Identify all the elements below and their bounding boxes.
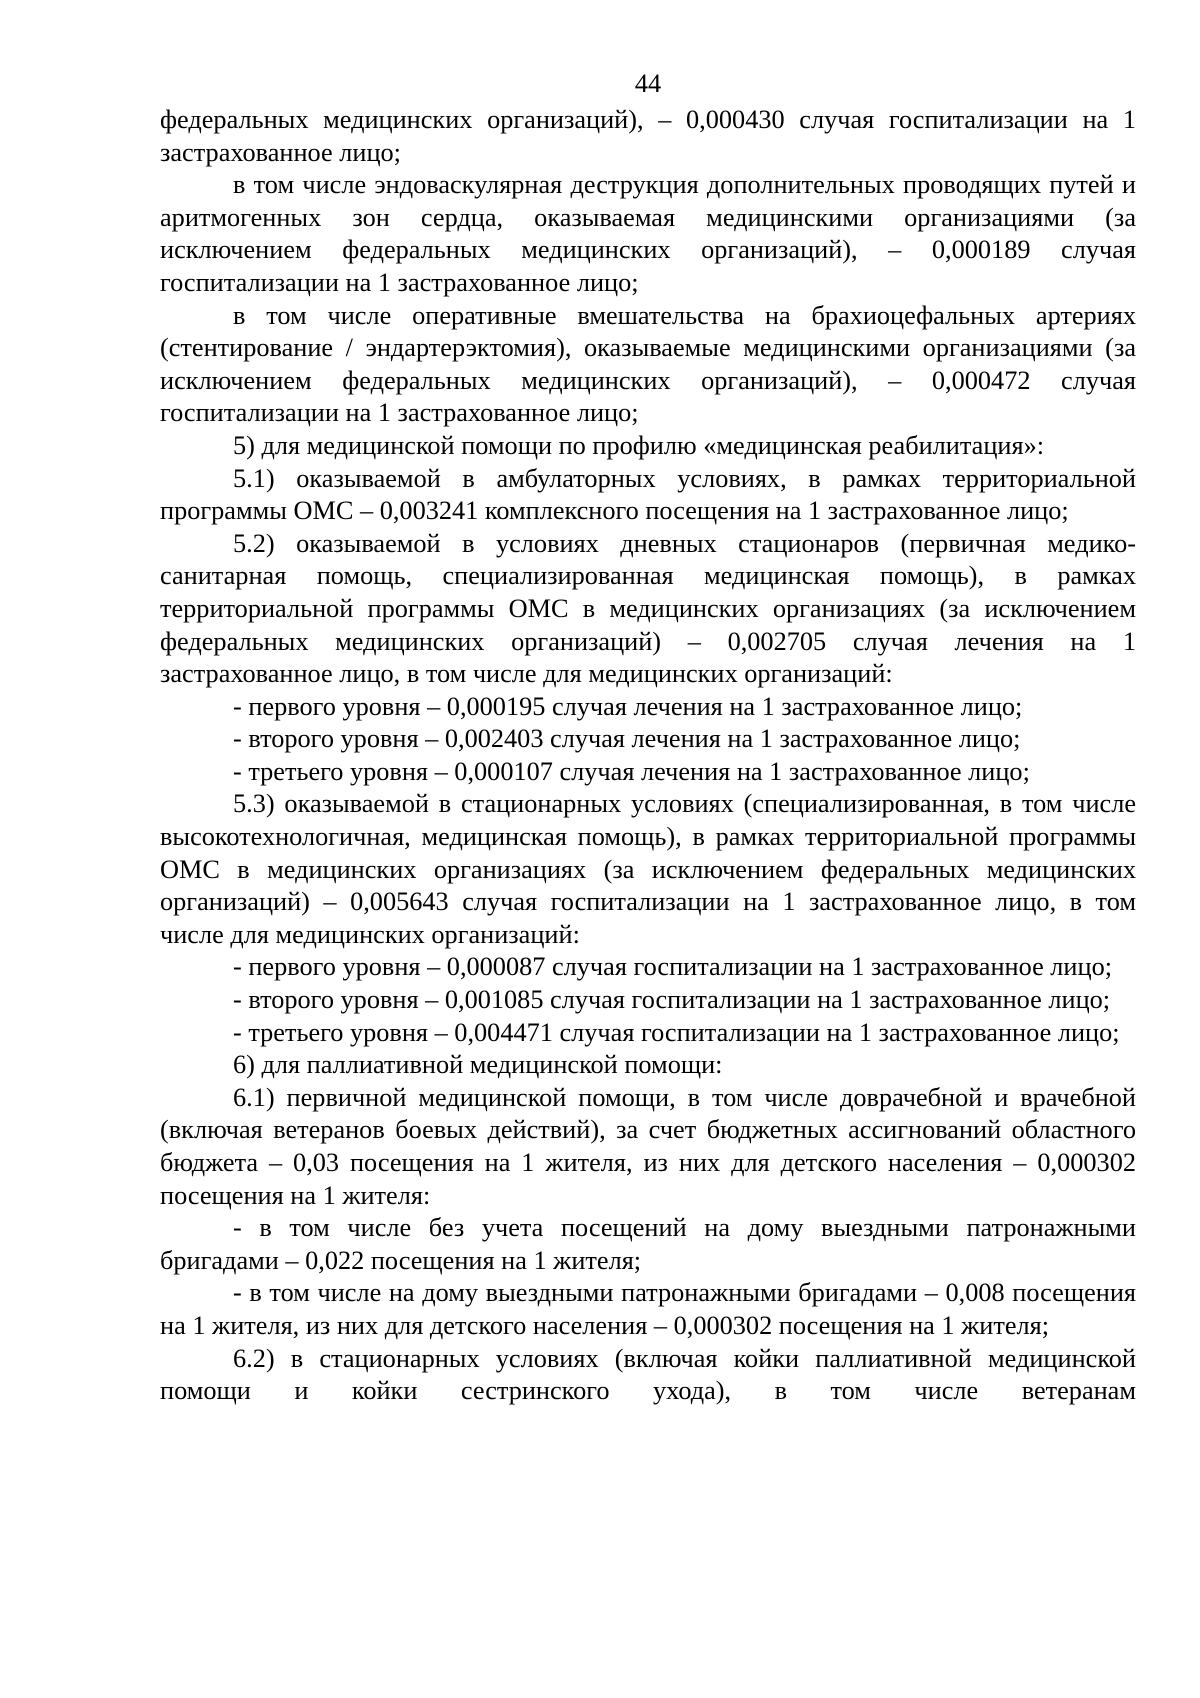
paragraph-4: 5) для медицинской помощи по профилю «медицинская реабилитация»:: [233, 430, 1045, 460]
page-number: 44: [634, 69, 662, 98]
paragraph-14: 6) для паллиативной медицинской помощи:: [233, 1050, 723, 1080]
list-item: - третьего уровня – 0,000107 случая лечения на 1 застрахованное лицо;: [233, 756, 1030, 786]
list-item: - в том числе без учета посещений на дому выездными патронажными бригадами – 0,022 посещения на 1 жителя;: [160, 1213, 1136, 1275]
document-body: [160, 104, 1136, 1408]
paragraph-10: 5.3) оказываемой в стационарных условиях (специализированная, в том числе высокотехнологичная, медицинская помощь), в рамках территориальной программы ОМС в медицинских организациях (за исключением федеральных медицинских организаций) – 0,005643 случая госпитализации на 1 застрахованное лицо, в том числе для медицинских организаций:: [160, 789, 1136, 949]
list-item: - в том числе на дому выездными патронажными бригадами – 0,008 посещения на 1 жителя, из них для детского населения – 0,000302 посещения на 1 жителя;: [160, 1278, 1136, 1340]
paragraph-6: 5.2) оказываемой в условиях дневных стационаров (первичная медико-санитарная помощь, специализированная медицинская помощь), в рамках территориальной программы ОМС в медицинских организациях (за исключением федеральных медицинских организаций) – 0,002705 случая лечения на 1 застрахованное лицо, в том числе для медицинских организаций:: [160, 528, 1136, 689]
paragraph-15: 6.1) первичной медицинской помощи, в том числе доврачебной и врачебной (включая ветеранов боевых действий), за счет бюджетных ассигнований областного бюджета – 0,03 посещения на 1 жителя, из них для детского населения – 0,000302 посещения на 1 жителя:: [160, 1082, 1136, 1210]
paragraph-2: в том числе эндоваскулярная деструкция дополнительных проводящих путей и аритмогенных зон сердца, оказываемая медицинскими организациями (за исключением федеральных медицинских организаций), – 0,000189 случая госпитализации на 1 застрахованное лицо;: [160, 170, 1136, 297]
list-item: - второго уровня – 0,001085 случая госпитализации на 1 застрахованное лицо;: [233, 985, 1111, 1015]
paragraph-18: 6.2) в стационарных условиях (включая койки паллиативной медицинской помощи и койки сестринского ухода), в том числе ветеранам: [160, 1343, 1136, 1406]
list-item: - второго уровня – 0,002403 случая лечения на 1 застрахованное лицо;: [233, 724, 1021, 754]
list-item: - третьего уровня – 0,004471 случая госпитализации на 1 застрахованное лицо;: [233, 1017, 1120, 1047]
paragraph-5: 5.1) оказываемой в амбулаторных условиях, в рамках территориальной программы ОМС – 0,003241 комплексного посещения на 1 застрахованное лицо;: [160, 463, 1136, 526]
list-item: - первого уровня – 0,000087 случая госпитализации на 1 застрахованное лицо;: [233, 952, 1113, 982]
paragraph-3: в том числе оперативные вмешательства на брахиоцефальных артериях (стентирование / эндартерэктомия), оказываемые медицинскими организациями (за исключением федеральных медицинских организаций), – 0,000472 случая госпитализации на 1 застрахованное лицо;: [160, 300, 1136, 428]
paragraph-1: федеральных медицинских организаций), – 0,000430 случая госпитализации на 1 застрахованное лицо;: [160, 105, 1136, 167]
list-item: - первого уровня – 0,000195 случая лечения на 1 застрахованное лицо;: [233, 691, 1023, 721]
